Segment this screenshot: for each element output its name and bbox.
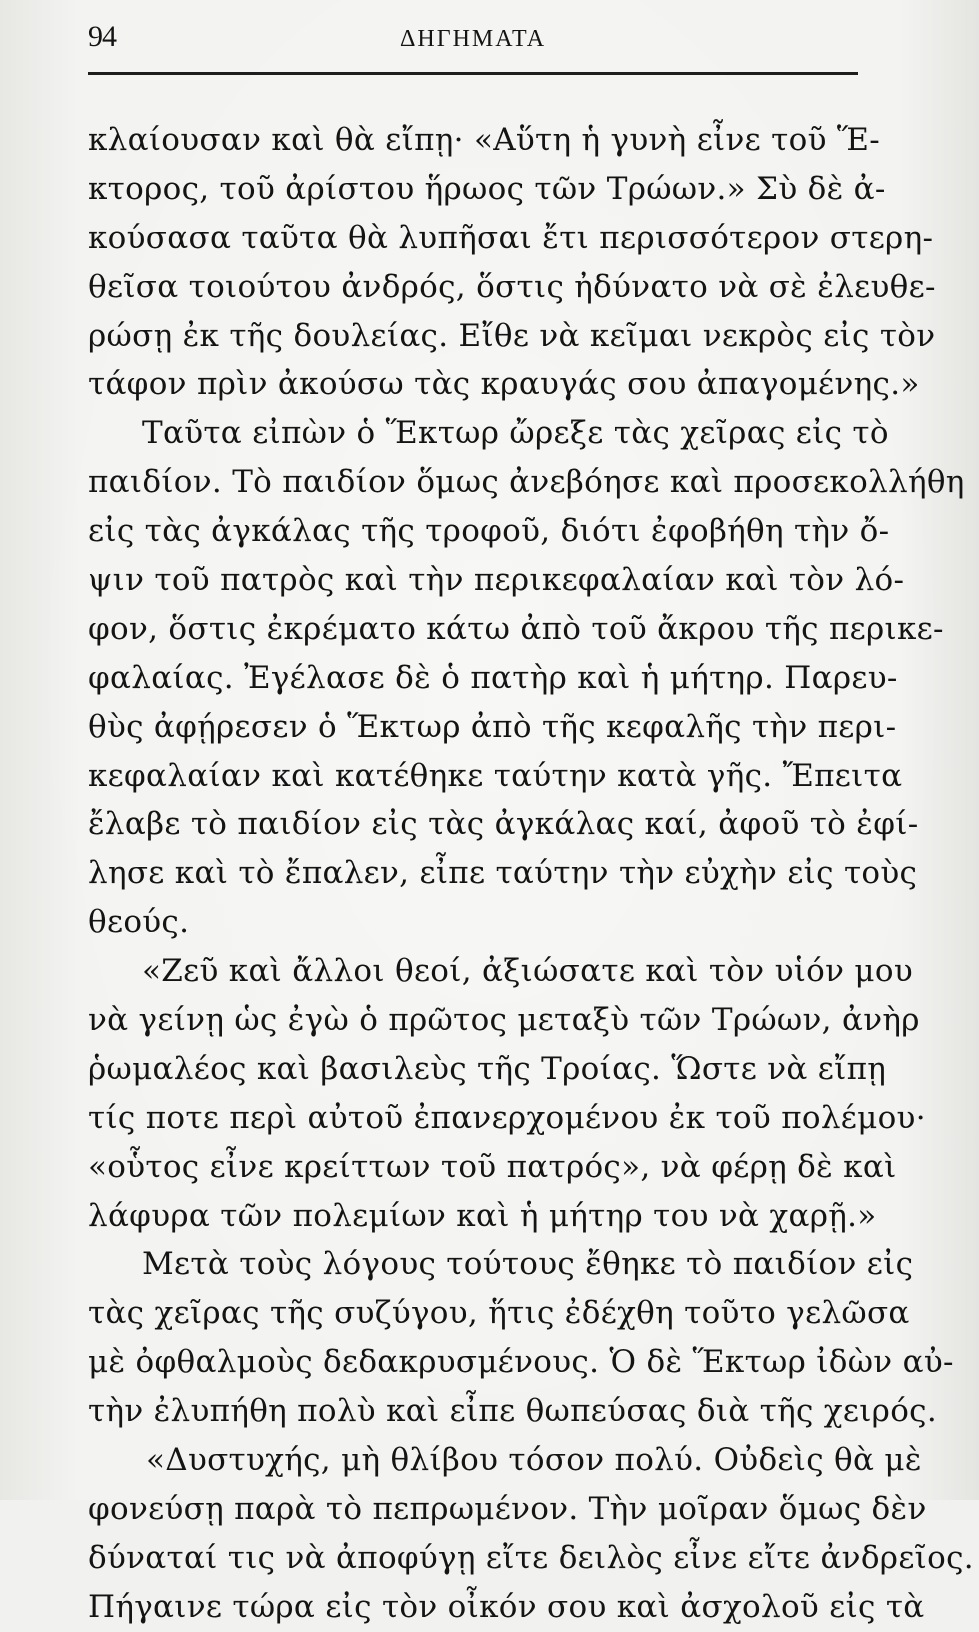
text-line: φον, ὅστις ἐκρέματο κάτω ἀπὸ τοῦ ἄκρου τῆς περικε- xyxy=(88,610,944,647)
text-line: νὰ γείνῃ ὡς ἐγὼ ὁ πρῶτος μεταξὺ τῶν Τρώων, ἀνὴρ xyxy=(88,1002,920,1039)
text-line: τάφον πρὶν ἀκούσω τὰς κραυγάς σου ἀπαγομένης.» xyxy=(88,366,920,403)
text-line: φονεύσῃ παρὰ τὸ πεπρωμένον. Τὴν μοῖραν ὅμως δὲν xyxy=(88,1490,927,1527)
running-title: ΔΗΓΗΜΑΤΑ xyxy=(399,26,547,52)
header-rule xyxy=(88,72,858,75)
text-line: ψιν τοῦ πατρὸς καὶ τὴν περικεφαλαίαν καὶ τὸν λό- xyxy=(88,562,905,599)
text-line: «οὗτος εἶνε κρείττων τοῦ πατρός», νὰ φέρῃ δὲ καὶ xyxy=(88,1148,897,1185)
text-line: εἰς τὰς ἀγκάλας τῆς τροφοῦ, διότι ἐφοβήθη τὴν ὄ- xyxy=(88,513,890,550)
text-line: μὲ ὀφθαλμοὺς δεδακρυσμένους. Ὁ δὲ Ἕκτωρ ἰδὼν αὐ- xyxy=(88,1344,954,1381)
text-line: τὴν ἐλυπήθη πολὺ καὶ εἶπε θωπεύσας διὰ τῆς χειρός. xyxy=(88,1393,937,1430)
text-line: φαλαίας. Ἐγέλασε δὲ ὁ πατὴρ καὶ ἡ μήτηρ. Παρευ- xyxy=(88,659,898,696)
text-line: παιδίον. Τὸ παιδίον ὅμως ἀνεβόησε καὶ προσεκολλήθη xyxy=(88,464,965,501)
text-line: δύναταί τις νὰ ἀποφύγῃ εἴτε δειλὸς εἶνε εἴτε ἀνδρεῖος. xyxy=(88,1539,974,1576)
text-line: ῥωμαλέος καὶ βασιλεὺς τῆς Τροίας. Ὥστε νὰ εἴπῃ xyxy=(88,1050,887,1087)
text-line: λάφυρα τῶν πολεμίων καὶ ἡ μήτηρ του νὰ χαρῇ.» xyxy=(88,1197,877,1234)
text-line: Πήγαινε τώρα εἰς τὸν οἶκόν σου καὶ ἀσχολοῦ εἰς τὰ xyxy=(88,1588,925,1625)
text-line: θὺς ἀφῄρεσεν ὁ Ἕκτωρ ἀπὸ τῆς κεφαλῆς τὴν περι- xyxy=(88,708,897,745)
text-line: τίς ποτε περὶ αὐτοῦ ἐπανερχομένου ἐκ τοῦ πολέμου· xyxy=(88,1099,926,1136)
text-line: κλαίουσαν καὶ θὰ εἴπῃ· «Αὕτη ἡ γυνὴ εἶνε τοῦ Ἕ- xyxy=(88,122,881,158)
text-line: ρώσῃ ἐκ τῆς δουλείας. Εἴθε νὰ κεῖμαι νεκρὸς εἰς τὸν xyxy=(88,317,936,354)
text-line: λησε καὶ τὸ ἔπαλεν, εἶπε ταύτην τὴν εὐχὴν εἰς τοὺς xyxy=(88,855,918,892)
page-number: 94 xyxy=(88,20,116,53)
text-line: θεούς. xyxy=(88,904,190,941)
paragraph-first-line: «Ζεῦ καὶ ἄλλοι θεοί, ἀξιώσατε καὶ τὸν υἱόν μου xyxy=(142,953,913,990)
text-line: κούσασα ταῦτα θὰ λυπῆσαι ἔτι περισσότερον στερη- xyxy=(88,219,934,256)
text-line: θεῖσα τοιούτου ἀνδρός, ὅστις ἠδύνατο νὰ σὲ ἐλευθε- xyxy=(88,268,936,305)
text-line: κεφαλαίαν καὶ κατέθηκε ταύτην κατὰ γῆς. Ἔπειτα xyxy=(88,757,903,794)
page-header xyxy=(88,14,858,54)
body-text xyxy=(88,116,974,1632)
paragraph-first-line: «Δυστυχής, μὴ θλίβου τόσον πολύ. Οὐδεὶς θὰ μὲ xyxy=(146,1442,922,1479)
text-line: κτορος, τοῦ ἀρίστου ἥρωος τῶν Τρώων.» Σὺ δὲ ἀ- xyxy=(88,170,886,207)
paragraph-first-line: Ταῦτα εἰπὼν ὁ Ἕκτωρ ὤρεξε τὰς χεῖρας εἰς τὸ xyxy=(142,415,889,452)
text-line: τὰς χεῖρας τῆς συζύγου, ἥτις ἐδέχθη τοῦτο γελῶσα xyxy=(88,1295,910,1332)
text-line: ἔλαβε τὸ παιδίον εἰς τὰς ἀγκάλας καί, ἀφοῦ τὸ ἐφί- xyxy=(88,806,919,843)
paragraph-first-line: Μετὰ τοὺς λόγους τούτους ἔθηκε τὸ παιδίον εἰς xyxy=(142,1246,914,1283)
